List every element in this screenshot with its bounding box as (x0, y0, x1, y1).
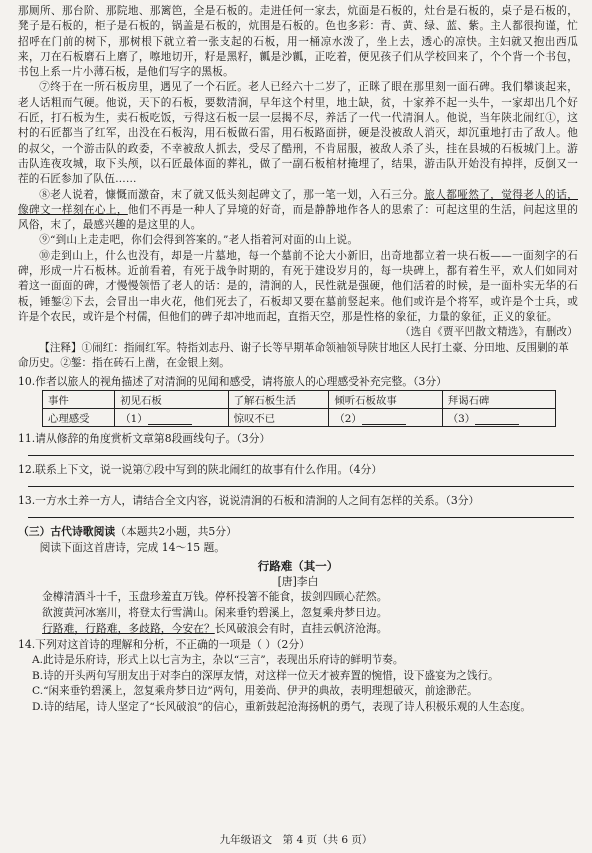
table-header: 拜谒石碑 (442, 391, 555, 409)
passage-paragraph-8 (18, 188, 578, 234)
q10-table (42, 390, 556, 427)
table-header: 了解石板生活 (228, 391, 329, 409)
section-three-heading: （三）古代诗歌阅读（本题共2小题，共5分） (18, 525, 237, 539)
table-row (43, 391, 556, 409)
exam-page (18, 4, 578, 715)
answer-cell[interactable]: （1） (115, 409, 228, 427)
option-b[interactable]: B.诗的开头两句写朋友出于对李白的深厚友情，对这样一位天才被弃置的惋惜，设下盛宴为之饯行。 (32, 669, 499, 682)
section-three-instruction: 阅读下面这首唐诗，完成 14～15 题。 (39, 541, 226, 555)
option-d[interactable]: D.诗的结尾，诗人坚定了“长风破浪”的信心，重新鼓起沧海扬帆的勇气，表现了诗人积极乐观的人生态度。 (32, 700, 532, 713)
p8-end: 他们不再是一种人了异境的好奇，而是静静地作各人的思索了：可起这里的生活，问起这里的风俗，末了，最感兴趣的是这里的人。 (18, 203, 578, 232)
poem-line: 行路难，行路难，多歧路，今安在？长风破浪会有时，直挂云帆济沧海。 (42, 622, 388, 636)
p8-underlined-sentence: 旅人都哑然了，觉得老人的话，像碑文一样刻在心上， (18, 188, 578, 216)
page-footer: 九年级语文 第 4 页（共 6 页） (219, 834, 373, 846)
answer-cell[interactable]: （2） (329, 409, 442, 427)
table-row (43, 409, 556, 427)
answer-cell[interactable]: （3） (442, 409, 555, 427)
passage-paragraph-9: ⑨“到山上走走吧，你们会得到答案的。”老人指着河对面的山上说。 (39, 234, 359, 247)
table-cell: 惊叹不已 (228, 409, 329, 427)
passage-paragraph-7: ⑦终于在一所石板房里，遇见了一个石匠。老人已经六十二岁了，正眯了眼在那里刻一面石碑。我们攀谈起来，老人话粗而气硬。他说，天下的石板，要数清涧，早年这个村里，地土缺，贫，十家养不起一头牛，一家却出几个好石匠，打石板为生，卖石板吃饭，亏得这石板一层一层揭不尽，养活了一代一代清涧人。他说，当年陕北闹红①，这村的石匠都当了红军，出没在石板沟，用石板做石雷，用石板路面拼，硬是没被敌人消灭，却沉重地打击了敌人。他的叔父，一个游击队的政委，不幸被敌人抓去，受尽了酷刑，不肯屈服，被敌人杀了头，挂在县城的石板城门上。游击队连夜攻城，取下头颅，以石匠最体面的葬礼，做了一副石板棺材掩埋了，结果，游击队开始没有掉拌，反倒又一茬的石匠参加了队伍…… (18, 81, 578, 186)
passage-paragraph-intro: 那厕所、那台阶、那院地、那篱笆，全是石板的。走进任何一家去，炕面是石板的，灶台是石板的，桌子是石板的，凳子是石板的，柜子是石板的，锅盖是石板的，炕围是石板的。色也多彩：青、黄、绿、蓝、紫。主人都很拘谨，忙招呼在门前的树下，那树根下就立着一张支起的石板，用一桶凉水泼了，坐上去，透心的凉快。主妇就又抱出西瓜来，刀在石板磨石上磨了，嚓地切开，籽是黑籽，瓤是沙瓤，正吃着，便见孩子们从学校回来了，个个背一个书包，书包上系一片小薄石板，是他们写字的黑板。 (18, 5, 578, 79)
answer-line[interactable] (28, 447, 574, 456)
option-c[interactable]: C.“闲来垂钓碧溪上，忽复乘舟梦日边”两句，用姜尚、伊尹的典故，表明理想破灭，前途渺茫。 (32, 685, 478, 698)
poem-line: 欲渡黄河冰塞川，将登太行雪满山。闲来垂钓碧溪上，忽复乘舟梦日边。 (42, 606, 388, 620)
question-12: 12.联系上下文，说一说第⑦段中写到的陕北闹红的故事有什么作用。（4分） (18, 463, 383, 477)
poem-title: 行路难（其一） (257, 559, 339, 574)
table-header: 事件 (43, 391, 115, 409)
table-cell: 心理感受 (43, 409, 115, 427)
passage-source: （选自《贾平凹散文精选》，有删改） (399, 326, 578, 339)
p8-start: ⑧老人说着，慷慨而激奋，末了就又低头刻起碑文了，那一笔一划，入石三分。 (39, 188, 425, 201)
passage-paragraph-10: ⑩走到山上，什么也没有，却是一片墓地，每一个墓前不论大小新旧，出奇地都立着一块石板——一面刻字的石碑，形成一片石板林。近前看着，有死于战争时期的，有死于建设岁月的，每一块碑上，都有着生平，欢人们如同对着这一面面的碑，才慢慢领悟了老人的话：是的，清涧的人，民性就是强硬，他们活着的时候，是一面朴实无华的石板，锤錾②下去，会冒出一串火花，他们死去了，石板却又要在墓前竖起来。他们或许是个将军，或许是个士兵，或许是个农民，或许是个村儒，但他们的碑子却冲地而起，直指天空，那是性格的象征，力量的象征，正义的象征。 (18, 249, 578, 323)
poem-line: 金樽清酒斗十千，玉盘珍羞直万钱。停杯投箸不能食，拔剑四顾心茫然。 (42, 590, 388, 604)
question-14: 14.下列对这首诗的理解和分析，不正确的一项是（ ）（2分） (18, 638, 310, 652)
question-13: 13.一方水土养一方人，请结合全文内容，说说清涧的石板和清涧的人之间有怎样的关系。（3分） (18, 494, 480, 508)
question-11: 11.请从修辞的角度赏析文章第8段画线句子。（3分） (18, 432, 271, 446)
poem-author: [唐]李白 (277, 575, 319, 589)
option-a[interactable]: A.此诗是乐府诗，形式上以七言为主，杂以“三言”，表现出乐府诗的鲜明节奏。 (32, 654, 404, 667)
answer-line[interactable] (28, 509, 574, 518)
table-header: 初见石板 (115, 391, 228, 409)
question-10: 10.作者以旅人的视角描述了对清涧的见闻和感受，请将旅人的心理感受补充完整。（3分） (18, 375, 447, 389)
passage-note: 【注释】①闹红：指闹红军。特指刘志丹、谢子长等早期革命领袖领导陕甘地区人民打土豪、分田地、反围剿的革命历史。②錾：指在砖石上凿，在金银上刻。 (18, 341, 569, 369)
table-header: 倾听石板故事 (329, 391, 442, 409)
answer-line[interactable] (28, 478, 574, 487)
